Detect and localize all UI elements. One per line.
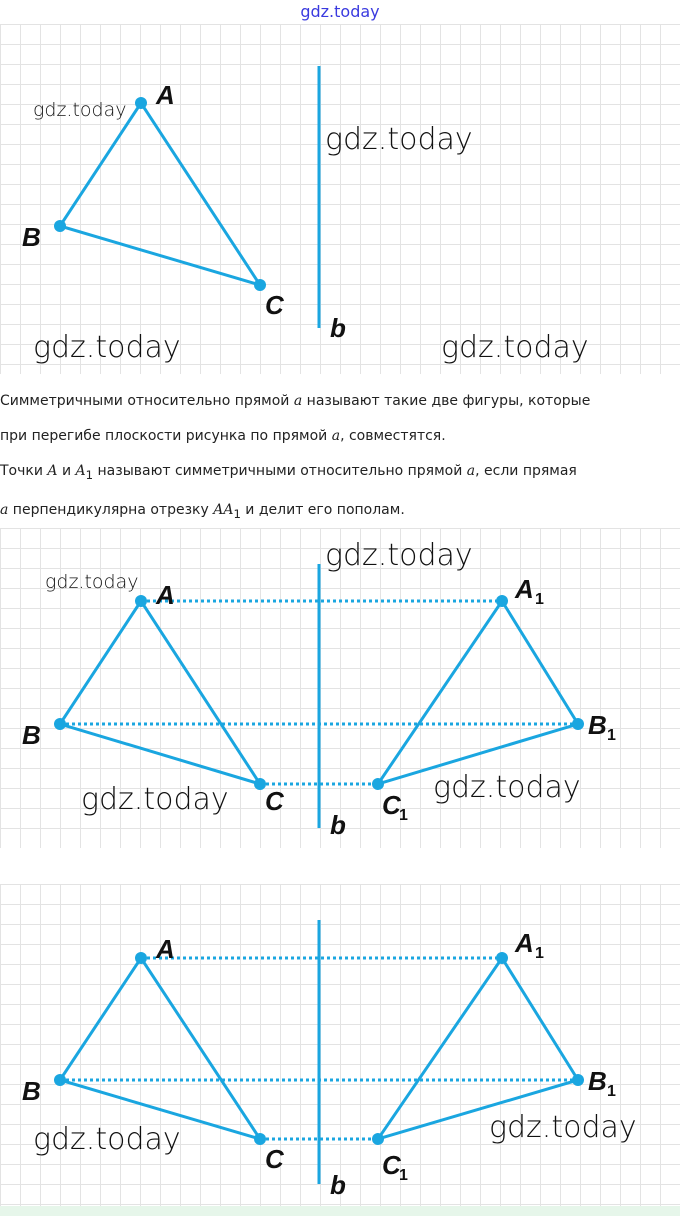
watermark: gdz.today	[489, 1110, 637, 1145]
point-a1	[496, 952, 508, 964]
text-line-3: Точки A и $A_1$ называют симметричными относительно прямой a, если прямая	[0, 463, 577, 482]
watermark: gdz.today	[33, 330, 181, 365]
point-b	[54, 718, 66, 730]
label-axis-b: b	[330, 810, 346, 840]
watermark: gdz.today	[45, 571, 139, 593]
footer-bar	[0, 1206, 680, 1216]
figure-2	[0, 528, 680, 848]
label-b1-sub: 1	[607, 727, 616, 744]
label-b1-sub: 1	[607, 1083, 616, 1100]
triangle-a1b1c1	[378, 601, 578, 784]
point-b1	[572, 1074, 584, 1086]
point-a	[135, 595, 147, 607]
label-axis-b: b	[330, 1170, 346, 1200]
label-b1: B	[588, 1066, 607, 1096]
label-a: A	[156, 934, 175, 964]
point-a1	[496, 595, 508, 607]
label-a1: A	[515, 928, 534, 958]
text-line-4: a перпендикулярна отрезку $AA_1$ и делит его пополам.	[0, 501, 405, 521]
label-c: C	[265, 786, 284, 816]
point-b	[54, 220, 66, 232]
label-axis-b: b	[330, 313, 346, 343]
watermark: gdz.today	[33, 99, 127, 121]
figure-3	[0, 884, 680, 1206]
triangle-abc	[60, 103, 260, 285]
label-a: A	[156, 80, 175, 110]
text-line-1: Симметричными относительно прямой a называют такие две фигуры, которые	[0, 393, 591, 409]
watermark: gdz.today	[325, 538, 473, 573]
figure-1	[0, 24, 680, 374]
label-a1-sub: 1	[535, 591, 544, 608]
watermark: gdz.today	[81, 782, 229, 817]
watermark: gdz.today	[441, 330, 589, 365]
watermark: gdz.today	[33, 1122, 181, 1157]
triangle-abc	[60, 958, 260, 1139]
label-c: C	[265, 290, 284, 320]
label-a1: A	[515, 574, 534, 604]
definition-text	[0, 384, 680, 532]
watermark: gdz.today	[433, 770, 581, 805]
point-a	[135, 97, 147, 109]
label-c1: C	[382, 790, 401, 820]
text-line-2: при перегибе плоскости рисунка по прямой a, совместятся.	[0, 428, 446, 444]
point-b	[54, 1074, 66, 1086]
label-b: B	[22, 1076, 41, 1106]
point-a	[135, 952, 147, 964]
triangle-abc	[60, 601, 260, 784]
label-a1-sub: 1	[535, 945, 544, 962]
point-c1	[372, 1133, 384, 1145]
label-c1-sub: 1	[399, 807, 408, 824]
watermark: gdz.today	[325, 122, 473, 157]
point-b1	[572, 718, 584, 730]
label-c: C	[265, 1144, 284, 1174]
label-b1: B	[588, 710, 607, 740]
label-a: A	[156, 580, 175, 610]
point-c1	[372, 778, 384, 790]
label-b: B	[22, 720, 41, 750]
label-b: B	[22, 222, 41, 252]
label-c1-sub: 1	[399, 1167, 408, 1184]
label-c1: C	[382, 1150, 401, 1180]
site-watermark: gdz.today	[300, 2, 380, 21]
